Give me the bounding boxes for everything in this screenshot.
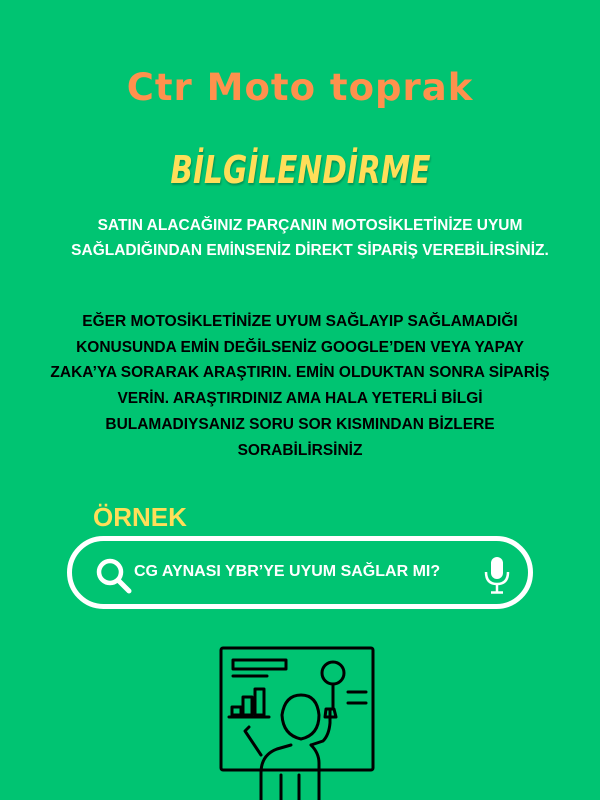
microphone-icon <box>482 555 512 595</box>
presenter-board-icon <box>215 645 380 800</box>
example-search-text: CG AYNASI YBR’YE UYUM SAĞLAR MI? <box>134 563 441 580</box>
example-search-bar <box>67 536 533 609</box>
example-label: ÖRNEK <box>93 502 187 532</box>
search-icon <box>94 556 134 596</box>
brand-title: Ctr Moto toprak <box>126 66 474 109</box>
info-paragraph-1: SATIN ALACAĞINIZ PARÇANIN MOTOSİKLETİNİZE UYUM SAĞLADIĞINDAN EMİNSENİZ DİREKT SİPARİŞ VEREBİLİRSİNİZ. <box>71 217 549 259</box>
info-heading: BİLGİLENDİRME <box>170 148 431 192</box>
info-paragraph-2: EĞER MOTOSİKLETİNİZE UYUM SAĞLAYIP SAĞLAMADIĞI KONUSUNDA EMİN DEĞİLSENİZ GOOGLE’DEN VEYA YAPAY ZAKA’YA SORARAK ARAŞTIRIN. EMİN OLDUKTAN SONRA SİPARİŞ VERİN. ARAŞTIRDINIZ AMA HALA YETERLİ BİLGİ BULAMADIYSANIZ SORU SOR KISMINDAN BİZLERE SORABİLİRSİNİZ <box>50 313 550 459</box>
